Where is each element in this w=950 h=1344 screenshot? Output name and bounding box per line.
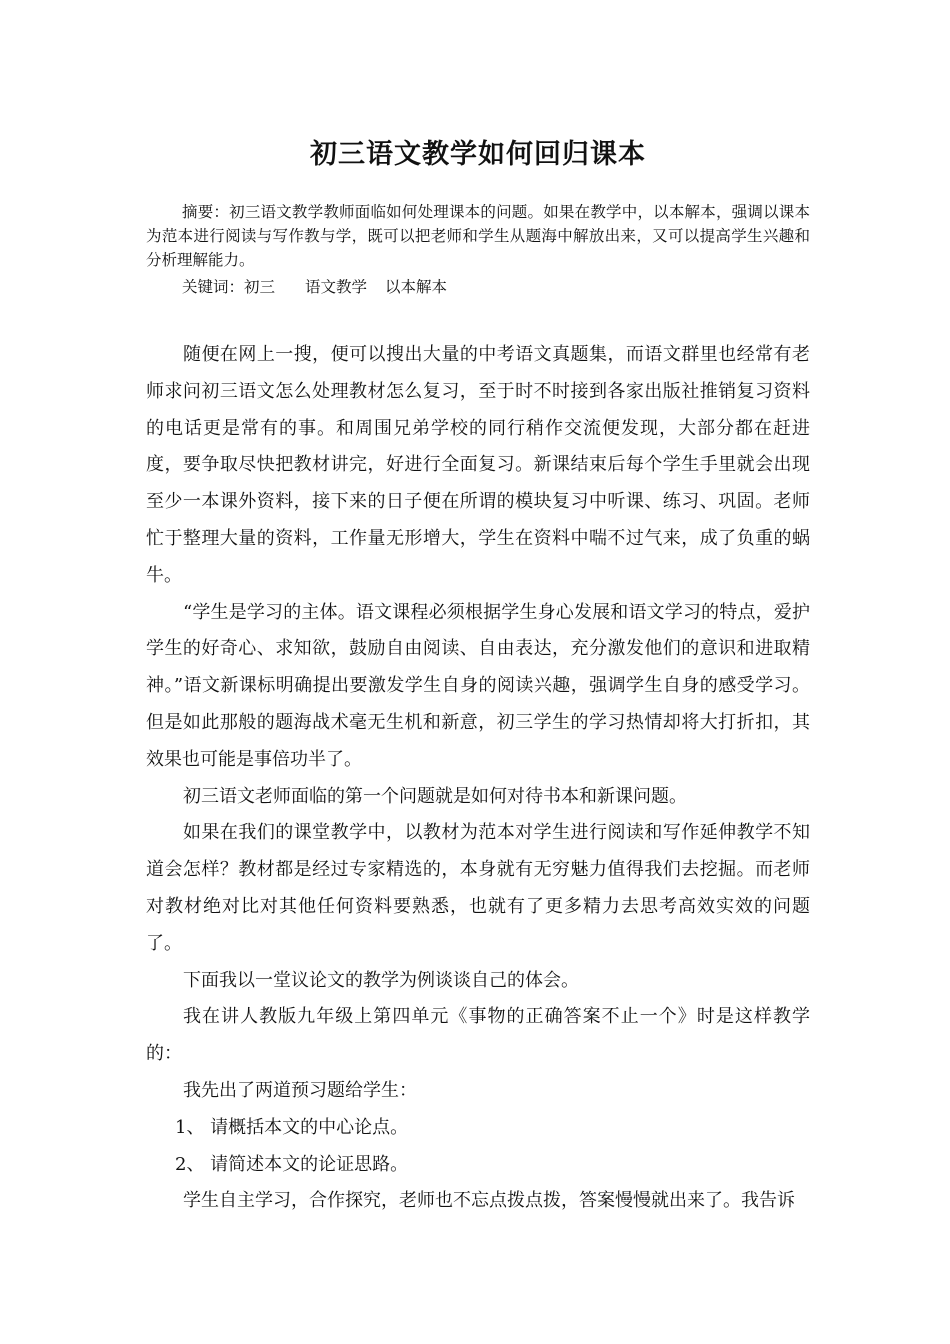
abstract: 摘要：初三语文教学教师面临如何处理课本的问题。如果在教学中，以本解本，强调以课本为范本进行阅读与写作教与学，既可以把老师和学生从题海中解放出来，又可以提高学生兴趣和分析理解能力。 <box>146 203 810 269</box>
body-paragraph: 下面我以一堂议论文的教学为例谈谈自己的体会。 <box>183 969 579 991</box>
keyword-item: 语文教学 <box>305 278 368 296</box>
body-paragraph: 如果在我们的课堂教学中，以教材为范本对学生进行阅读和写作延伸教学不知道会怎样？教材都是经过专家精选的，本身就有无穷魅力值得我们去挖掘。而老师对教材绝对比对其他任何资料要熟悉，也就有了更多精力去思考高效实效的问题了。 <box>146 822 810 954</box>
body-paragraph: 我在讲人教版九年级上第四单元《事物的正确答案不止一个》时是这样教学的： <box>146 1006 810 1065</box>
body-paragraph: 初三语文老师面临的第一个问题就是如何对待书本和新课问题。 <box>183 785 687 807</box>
keywords-label: 关键词： <box>182 278 245 296</box>
document-body <box>146 337 810 1220</box>
list-item: 2、 请简述本文的论证思路。 <box>175 1153 409 1175</box>
body-paragraph: 随便在网上一搜，便可以搜出大量的中考语文真题集，而语文群里也经常有老师求问初三语文怎么处理教材怎么复习，至于时不时接到各家出版社推销复习资料的电话更是常有的事。和周围兄弟学校的同行稍作交流便发现，大部分都在赶进度，要争取尽快把教材讲完，好进行全面复习。新课结束后每个学生手里就会出现至少一本课外资料，接下来的日子便在所谓的模块复习中听课、练习、巩固。老师忙于整理大量的资料，工作量无形增大，学生在资料中喘不过气来，成了负重的蜗牛。 <box>146 344 810 586</box>
keyword-item: 以本解本 <box>385 278 448 296</box>
body-paragraph: 学生自主学习，合作探究，老师也不忘点拨点拨，答案慢慢就出来了。我告诉 <box>183 1190 795 1212</box>
keyword-item: 初三 <box>244 278 276 296</box>
document-title: 初三语文教学如何回归课本 <box>310 139 646 170</box>
body-paragraph: 我先出了两道预习题给学生： <box>183 1079 417 1101</box>
list-item: 1、 请概括本文的中心论点。 <box>175 1116 409 1138</box>
body-paragraph: “学生是学习的主体。语文课程必须根据学生身心发展和语文学习的特点，爱护学生的好奇心、求知欲，鼓励自由阅读、自由表达，充分激发他们的意识和进取精神。”语文新课标明确提出要激发学生自身的阅读兴趣，强调学生自身的感受学习。但是如此那般的题海战术毫无生机和新意，初三学生的学习热情却将大打折扣，其效果也可能是事倍功半了。 <box>146 601 810 770</box>
keywords <box>182 275 447 299</box>
